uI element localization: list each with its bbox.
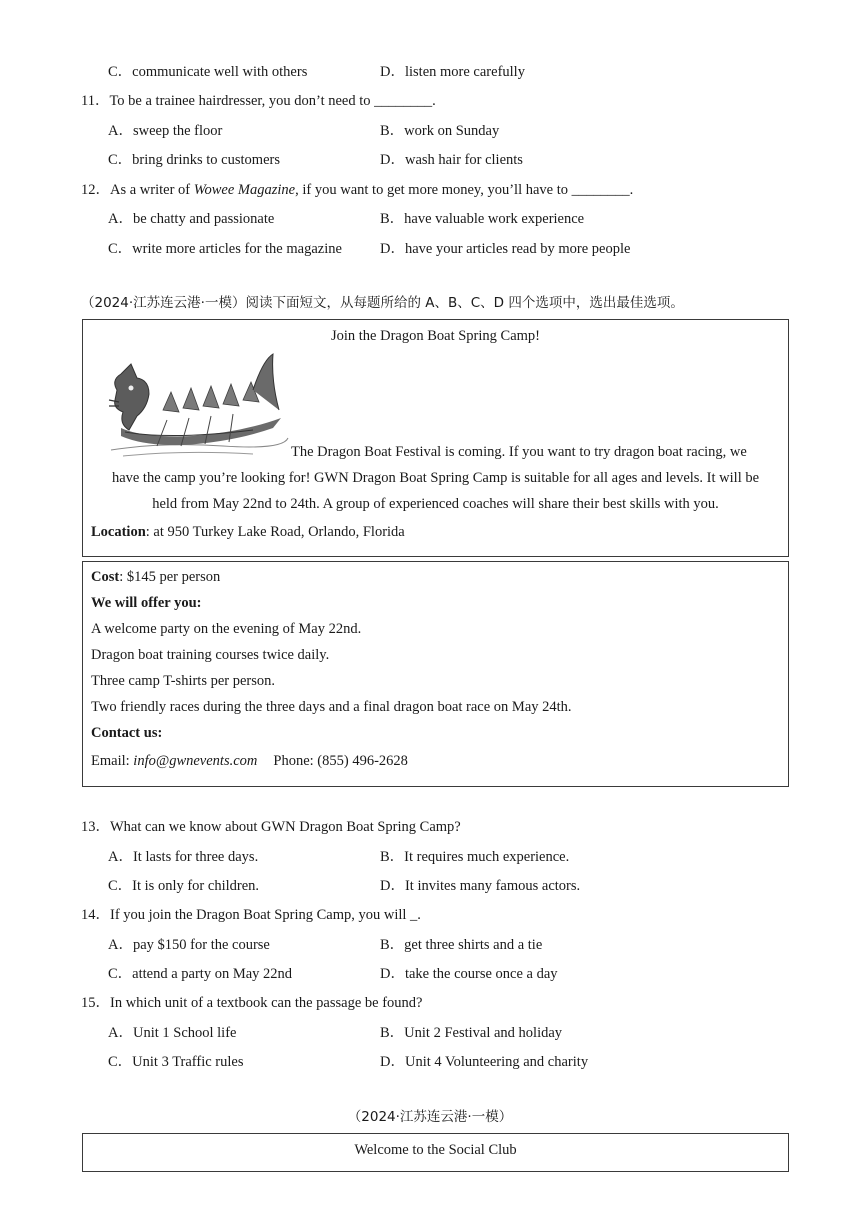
q12-stem: 12．As a writer of Wowee Magazine, if you want to get more money, you’ll have to ________. (81, 182, 634, 198)
social-club-title: Welcome to the Social Club (354, 1142, 517, 1158)
q11-option-a[interactable]: A．sweep the floor (108, 123, 223, 139)
q11-option-c[interactable]: C．bring drinks to customers (108, 152, 280, 168)
q14-option-a[interactable]: A．pay $150 for the course (108, 937, 270, 953)
ad-offer-2: Dragon boat training courses twice daily. (91, 647, 330, 663)
section-instruction: （2024·江苏连云港·一模）阅读下面短文，从每题所给的 A、B、C、D 四个选项中，选出最佳选项。 (81, 295, 684, 311)
q14-option-b[interactable]: B．get three shirts and a tie (380, 937, 543, 953)
ad-contact-line: Email: info@gwnevents.com Phone: (855) 496-2628 (91, 753, 408, 769)
q13-option-d[interactable]: D．It invites many famous actors. (380, 878, 581, 894)
q15-option-b[interactable]: B．Unit 2 Festival and holiday (380, 1025, 563, 1041)
q10-option-d[interactable]: D．listen more carefully (380, 64, 525, 80)
q14-option-c[interactable]: C．attend a party on May 22nd (108, 966, 293, 982)
q15-stem: 15．In which unit of a textbook can the passage be found? (81, 995, 423, 1011)
ad-offer-4: Two friendly races during the three days and a final dragon boat race on May 24th. (91, 699, 572, 715)
q13-stem: 13．What can we know about GWN Dragon Boat Spring Camp? (81, 819, 461, 835)
q13-option-a[interactable]: A．It lasts for three days. (108, 849, 259, 865)
ad-email[interactable]: info@gwnevents.com (133, 753, 258, 769)
ad-offer-heading: We will offer you: (91, 595, 202, 611)
q14-stem: 14．If you join the Dragon Boat Spring Camp, you will _. (81, 907, 421, 923)
ad-body-line-1: The Dragon Boat Festival is coming. If you want to try dragon boat racing, we (291, 444, 747, 460)
social-club-box (82, 1133, 789, 1172)
q12-option-c[interactable]: C．write more articles for the magazine (108, 241, 342, 257)
q12-option-d[interactable]: D．have your articles read by more people (380, 241, 631, 257)
section-source: （2024·江苏连云港·一模） (347, 1109, 513, 1125)
ad-box-bottom (82, 561, 789, 787)
ad-box-top (82, 319, 789, 557)
q15-option-d[interactable]: D．Unit 4 Volunteering and charity (380, 1054, 589, 1070)
dragon-boat-image (103, 350, 293, 460)
q12-option-a[interactable]: A．be chatty and passionate (108, 211, 275, 227)
ad-body-line-3: held from May 22nd to 24th. A group of experienced coaches will share their best skills with you. (152, 496, 719, 512)
ad-offer-1: A welcome party on the evening of May 22nd. (91, 621, 362, 637)
q10-option-c[interactable]: C．communicate well with others (108, 64, 308, 80)
q13-option-c[interactable]: C．It is only for children. (108, 878, 260, 894)
q15-option-a[interactable]: A．Unit 1 School life (108, 1025, 237, 1041)
q15-option-c[interactable]: C．Unit 3 Traffic rules (108, 1054, 244, 1070)
q12-option-b[interactable]: B．have valuable work experience (380, 211, 585, 227)
ad-body-line-2: have the camp you’re looking for! GWN Dragon Boat Spring Camp is suitable for all ages and levels. It will be (111, 470, 760, 486)
q11-option-b[interactable]: B．work on Sunday (380, 123, 500, 139)
magazine-name: Wowee Magazine (193, 182, 296, 198)
q11-option-d[interactable]: D．wash hair for clients (380, 152, 523, 168)
ad-title: Join the Dragon Boat Spring Camp! (330, 328, 541, 344)
q11-stem: 11．To be a trainee hairdresser, you don’t need to ________. (81, 93, 436, 109)
ad-location: Location: at 950 Turkey Lake Road, Orlando, Florida (91, 524, 405, 540)
q14-option-d[interactable]: D．take the course once a day (380, 966, 558, 982)
ad-cost: Cost: $145 per person (91, 569, 221, 585)
ad-offer-3: Three camp T-shirts per person. (91, 673, 276, 689)
q13-option-b[interactable]: B．It requires much experience. (380, 849, 570, 865)
ad-phone: Phone: (855) 496-2628 (273, 753, 408, 769)
ad-contact-heading: Contact us: (91, 725, 163, 741)
